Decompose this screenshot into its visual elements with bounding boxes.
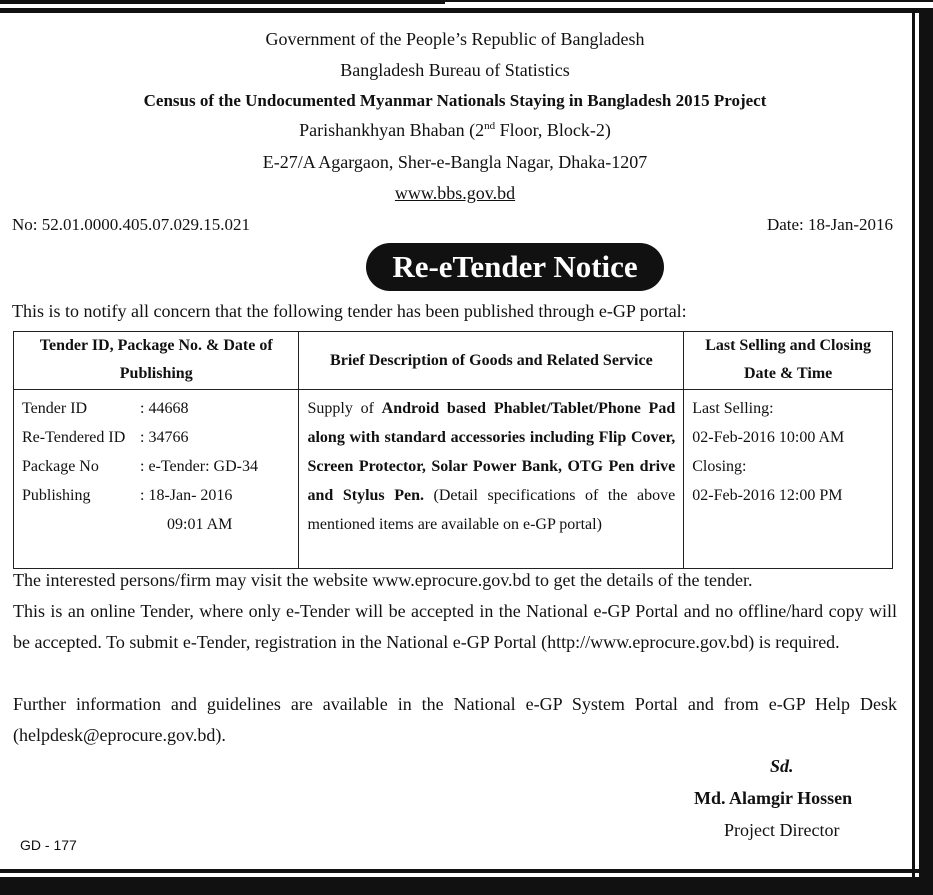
publishing-row: Publishing : 18-Jan- 2016	[22, 487, 233, 504]
description-cell: Supply of Android based Phablet/Tablet/Phone Pad along with standard accessories including Flip Cover, Screen Protector, Solar Power Bank, OTG Pen drive and Stylus Pen. (Detail specifications of the above mentioned items are available on e-GP portal)	[299, 390, 684, 569]
right-border	[911, 8, 933, 895]
tender-table	[13, 331, 893, 569]
dates-cell	[684, 390, 893, 569]
intro-text: This is to notify all concern that the following tender has been published through e-GP portal:	[12, 301, 687, 321]
closing-label: Closing:	[692, 458, 747, 475]
header-building: Parishankhyan Bhaban (2nd Floor, Block-2)	[299, 120, 611, 140]
top-border	[0, 0, 933, 15]
tender-info-cell	[14, 390, 299, 569]
bottom-border	[0, 865, 933, 895]
table-header-row	[14, 332, 893, 390]
publishing-time-row: 09:01 AM	[167, 516, 233, 533]
signer-title: Project Director	[724, 820, 840, 840]
notice-title: Re-eTender Notice	[366, 243, 664, 291]
retendered-id-row: Re-Tendered ID : 34766	[22, 429, 189, 446]
notice-date: Date: 18-Jan-2016	[766, 215, 893, 234]
description-note: (Detail specifications of the above mentioned items are available on e-GP portal)	[307, 487, 676, 533]
closing-date: 02-Feb-2016 12:00 PM	[692, 487, 843, 504]
header-address: E-27/A Agargaon, Sher-e-Bangla Nagar, Dhaka-1207	[262, 152, 648, 172]
package-no-row: Package No : e-Tender: GD-34	[22, 458, 258, 475]
signer-name: Md. Alamgir Hossen	[694, 788, 853, 808]
header-bureau: Bangladesh Bureau of Statistics	[340, 60, 570, 80]
signature-sd: Sd.	[770, 756, 794, 776]
header-description: Brief Description of Goods and Related Service	[299, 332, 684, 390]
document-code: GD - 177	[20, 837, 77, 853]
paragraph-website: The interested persons/firm may visit the website www.eprocure.gov.bd to get the details of the tender.	[13, 570, 753, 590]
last-selling-date: 02-Feb-2016 10:00 AM	[692, 429, 845, 446]
last-selling-label: Last Selling:	[692, 400, 774, 417]
tender-id-row: Tender ID : 44668	[22, 400, 189, 417]
header-tender-id: Tender ID, Package No. & Date of Publishing	[14, 332, 299, 390]
reference-number: No: 52.01.0000.405.07.029.15.021	[12, 215, 250, 234]
table-row	[14, 390, 893, 569]
header-project: Census of the Undocumented Myanmar Nationals Staying in Bangladesh 2015 Project	[143, 91, 767, 110]
paragraph-help-desk: Further information and guidelines are available in the National e-GP System Portal and from e-GP Help Desk (helpdesk@eprocure.gov.bd).	[13, 694, 897, 745]
header-dates: Last Selling and Closing Date & Time	[684, 332, 893, 390]
paragraph-online-tender: This is an online Tender, where only e-Tender will be accepted in the National e-GP Portal and no offline/hard copy will be accepted. To submit e-Tender, registration in the National e-GP Portal (http://www.eprocure.gov.bd) is required.	[13, 601, 897, 652]
header-website-link[interactable]: www.bbs.gov.bd	[394, 183, 516, 203]
header-government: Government of the People’s Republic of Bangladesh	[265, 29, 645, 49]
